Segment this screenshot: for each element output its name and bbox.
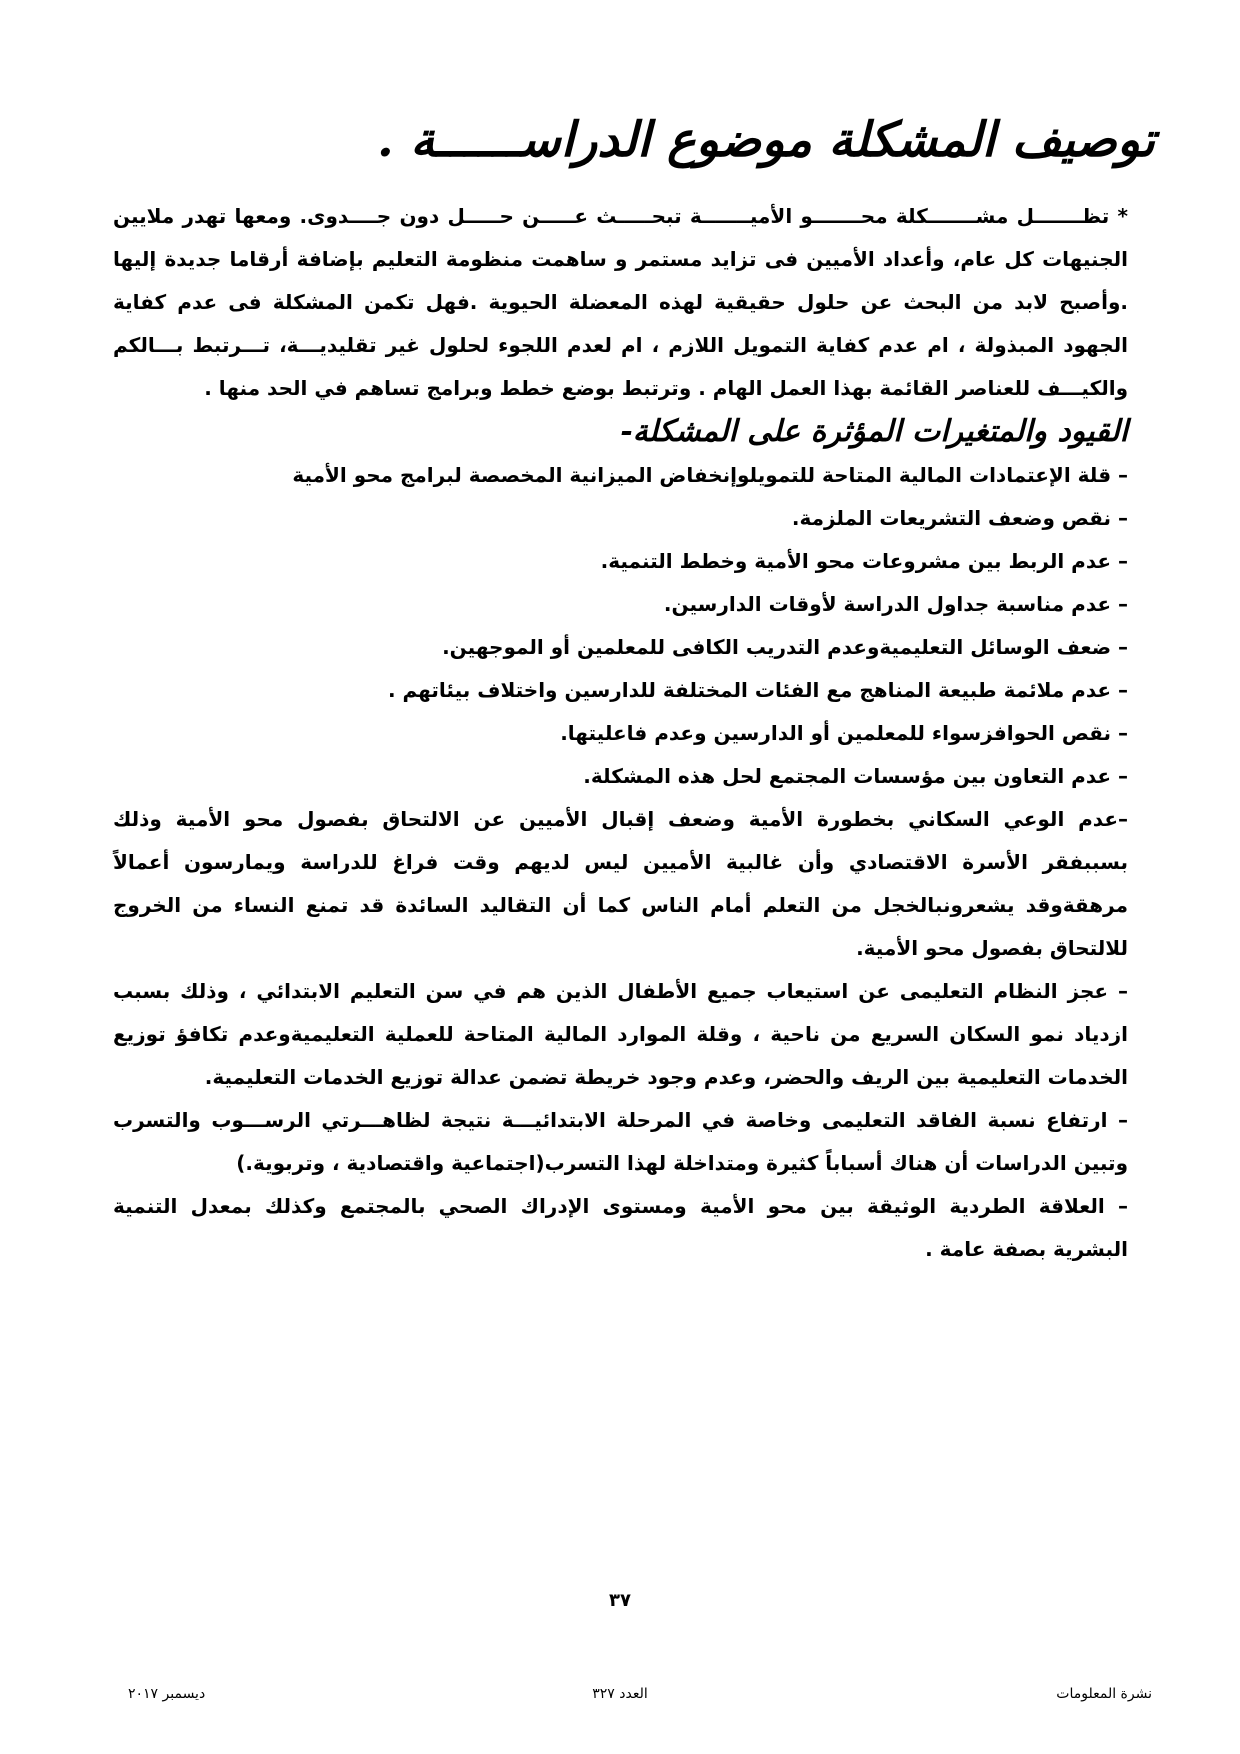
page-title: توصيف المشكلة موضوع الدراســــــة . — [376, 112, 1155, 169]
list-item: – نقص وضعف التشريعات الملزمة. — [791, 506, 1128, 530]
page-number: ٣٧ — [609, 1590, 631, 1611]
footer-date: ديسمبر ٢٠١٧ — [128, 1686, 206, 1702]
list-item: – عدم الربط بين مشروعات محو الأمية وخطط التنمية. — [600, 549, 1128, 573]
list-item: – عدم ملائمة طبيعة المناهج مع الفئات المختلفة للدارسين واختلاف بيئاتهم . — [387, 678, 1128, 702]
footer-publication: نشرة المعلومات — [1056, 1686, 1152, 1702]
list-item: – عجز النظام التعليمى عن استيعاب جميع الأطفال الذين هم في سن التعليم الابتدائي ، وذلك بسبب ازدياد نمو السكان السريع من ناحية ، وقلة الموارد المالية المتاحة للعملية التعليميةوعدم تكافؤ توزيع الخدمات التعليمية بين الريف والحضر، وعدم وجود خريطة تضمن عدالة توزيع الخدمات التعليمية. — [113, 979, 1128, 1089]
list-item: – عدم مناسبة جداول الدراسة لأوقات الدارسين. — [663, 592, 1128, 616]
list-item: – العلاقة الطردية الوثيقة بين محو الأمية ومستوى الإدراك الصحي بالمجتمع وكذلك بمعدل التنمية البشرية بصفة عامة . — [113, 1194, 1128, 1261]
list-item: –عدم الوعي السكاني بخطورة الأمية وضعف إقبال الأميين عن الالتحاق بفصول محو الأمية وذلك بسببفقر الأسرة الاقتصادي وأن غالبية الأميين ليس لديهم وقت فراغ للدراسة ويمارسون أعمالاً مرهقةوقد يشعرونبالخجل من التعلم أمام الناس كما أن التقاليد السائدة قد تمنع النساء من الخروج للالتحاق بفصول محو الأمية. — [113, 807, 1128, 960]
list-item: – نقص الحوافزسواء للمعلمين أو الدارسين وعدم فاعليتها. — [560, 721, 1128, 745]
footer-issue: العدد ٣٢٧ — [592, 1686, 648, 1702]
list-item: – ضعف الوسائل التعليميةوعدم التدريب الكافى للمعلمين أو الموجهين. — [442, 635, 1128, 659]
document-body — [113, 195, 1128, 1271]
list-item: – عدم التعاون بين مؤسسات المجتمع لحل هذه المشكلة. — [583, 764, 1128, 788]
section-subheading: القيود والمتغيرات المؤثرة على المشكلة- — [620, 414, 1128, 449]
constraints-list — [113, 454, 1128, 1271]
list-item: – قلة الإعتمادات المالية المتاحة للتمويلوإنخفاض الميزانية المخصصة لبرامج محو الأمية — [292, 463, 1128, 487]
list-item: – ارتفاع نسبة الفاقد التعليمى وخاصة في المرحلة الابتدائيـــة نتيجة لظاهـــرتي الرســـوب والتسرب وتبين الدراسات أن هناك أسباباً كثيرة ومتداخلة لهذا التسرب(اجتماعية واقتصادية ، وتربوية.) — [113, 1108, 1128, 1175]
intro-paragraph: * تظـــــــل مشـــــــكلة محـــــــو الأميـــــــة تبحـــــث عـــــن حـــــل دون جــــدوى. ومعها تهدر ملايين الجنيهات كل عام، وأعداد الأميين فى تزايد مستمر و ساهمت منظومة التعليم بإضافة أرقاما جديدة إليها .وأصبح لابد من البحث عن حلول حقيقية لهذه المعضلة الحيوية .فهل تكمن المشكلة فى عدم كفاية الجهود المبذولة ، ام عدم كفاية التمويل اللازم ، ام لعدم اللجوء لحلول غير تقليديـــة، تـــرتبط بـــالكم والكيـــف للعناصر القائمة بهذا العمل الهام . وترتبط بوضع خطط وبرامج تساهم في الحد منها . — [113, 204, 1128, 400]
